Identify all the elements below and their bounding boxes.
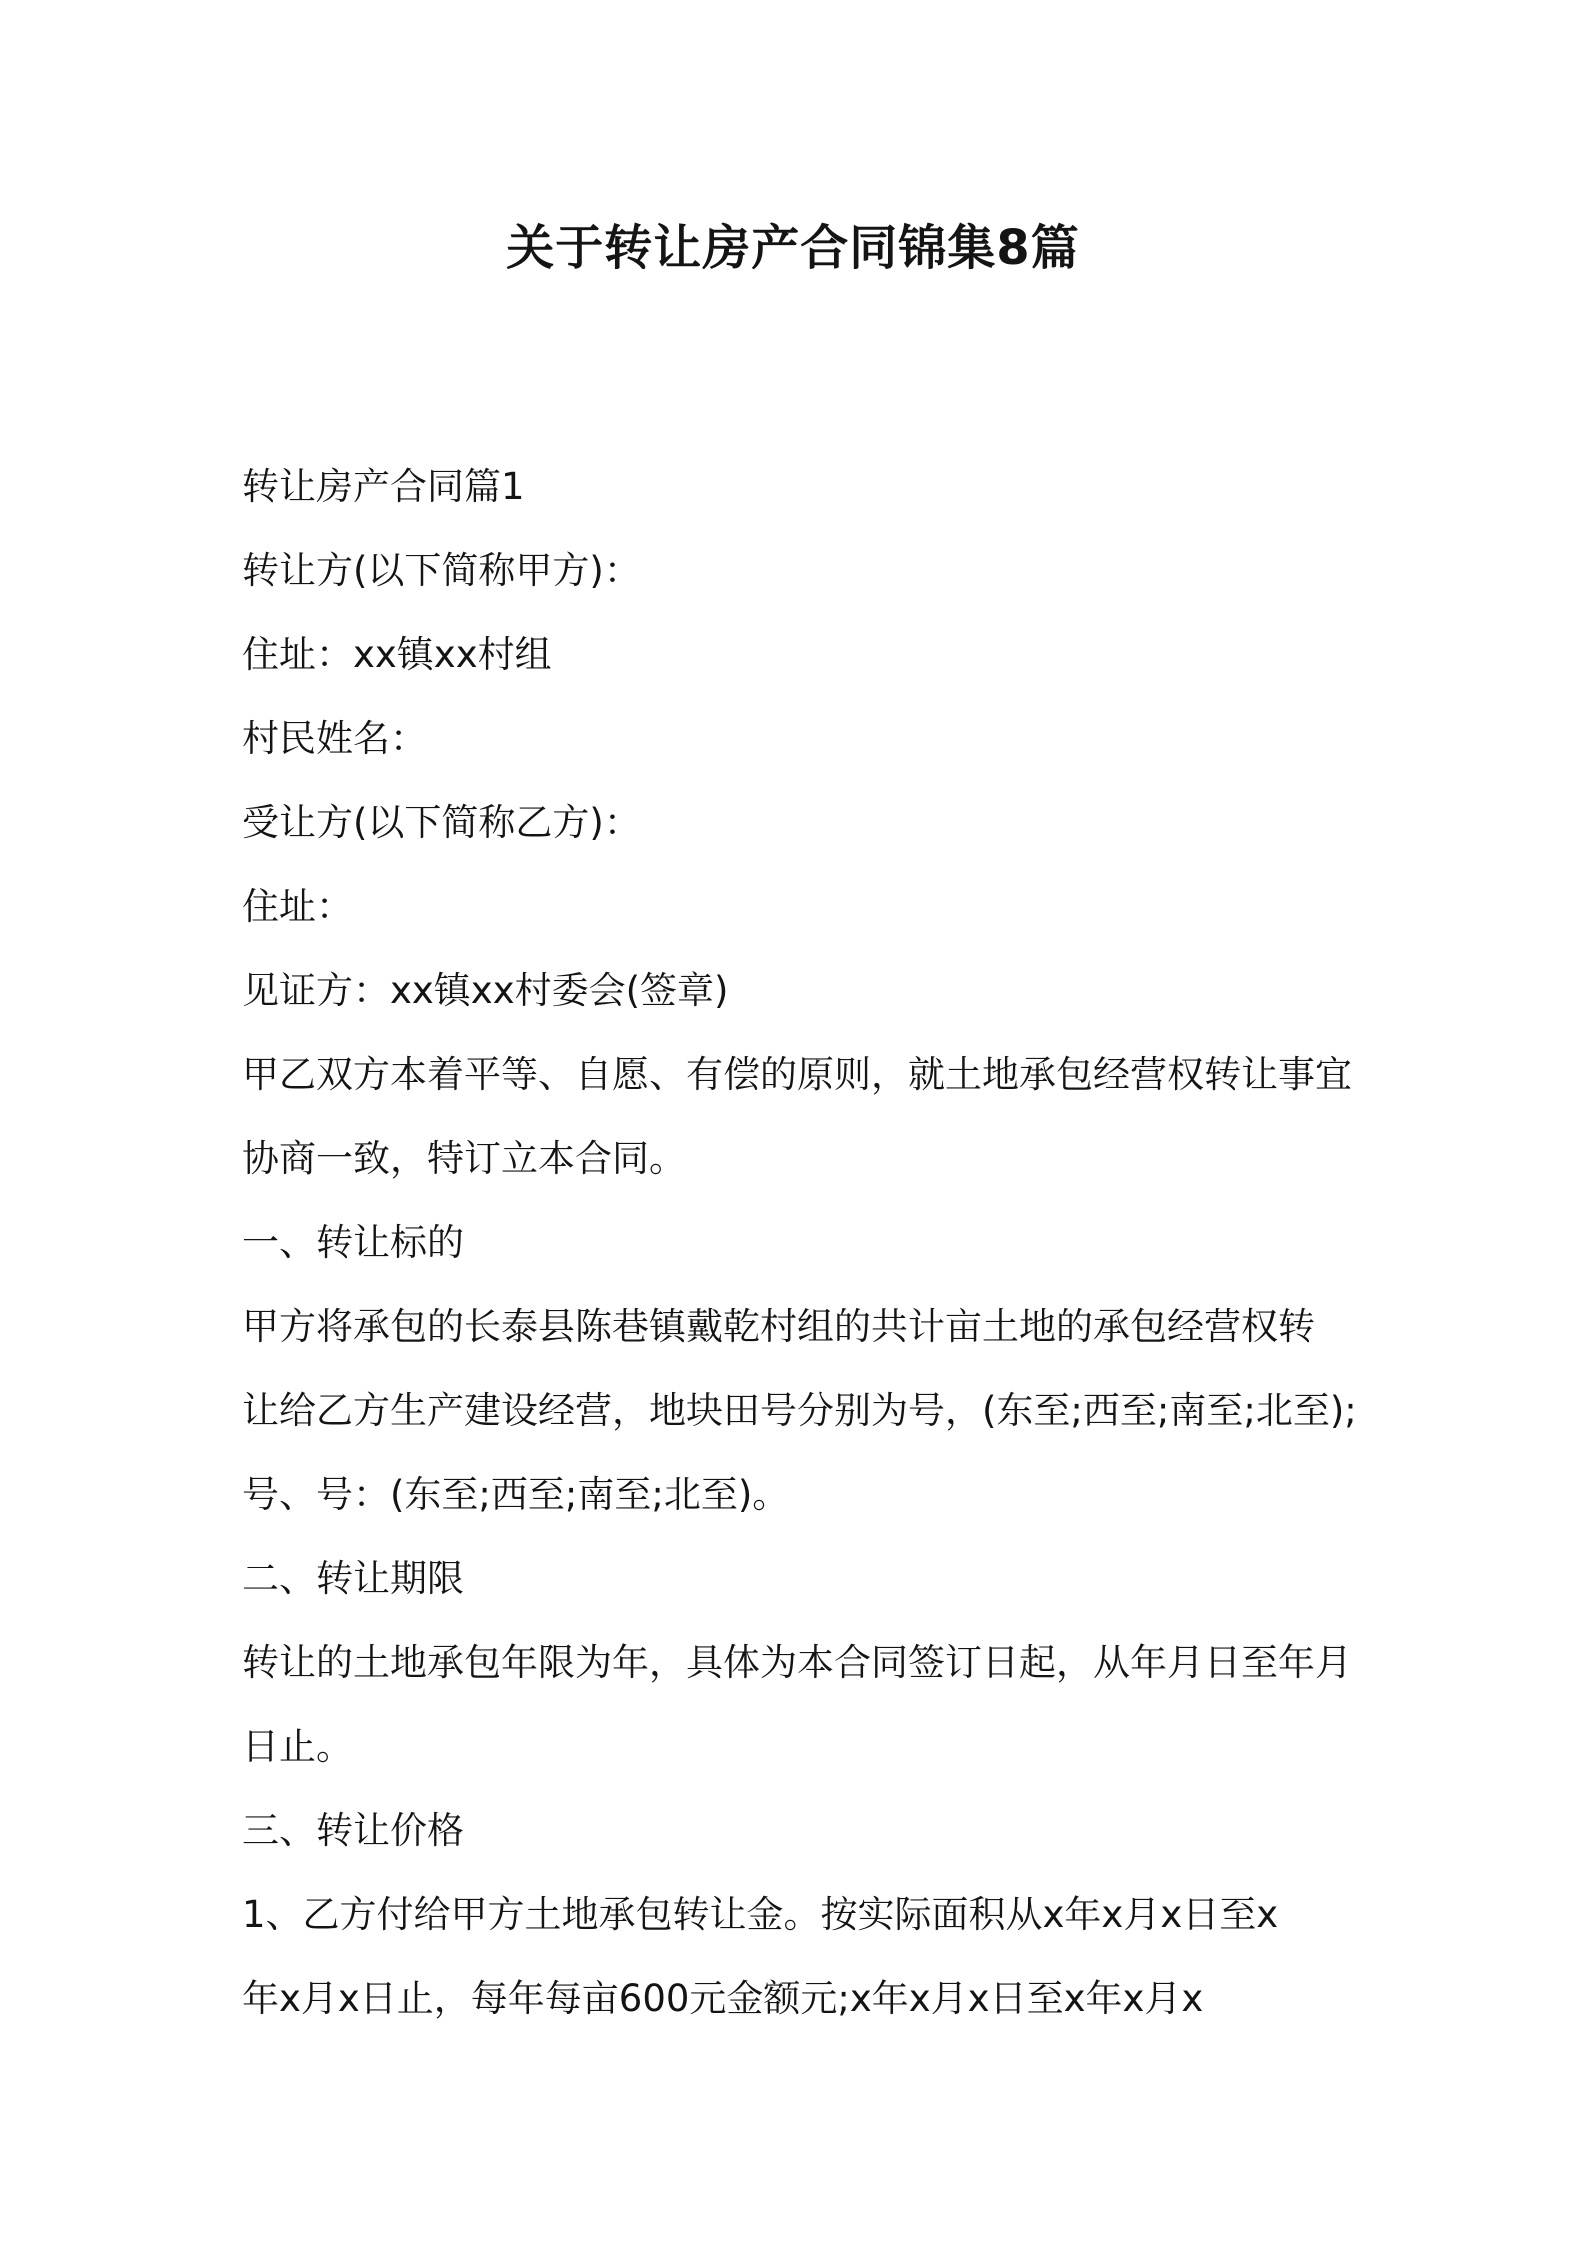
transferee-address-line: 住址：: [242, 885, 353, 928]
clause-text-line: 号、号：(东至;西至;南至;北至)。: [242, 1473, 790, 1516]
clause-heading: 一、转让标的: [242, 1221, 464, 1264]
transferor-line: 转让方(以下简称甲方)：: [242, 549, 641, 592]
transferee-line: 受让方(以下简称乙方)：: [242, 801, 641, 844]
clause-text-line: 年x月x日止，每年每亩600元金额元;x年x月x日至x年x月x: [242, 1977, 1204, 2020]
clause-text-line: 转让的土地承包年限为年，具体为本合同签订日起，从年月日至年月: [242, 1641, 1352, 1684]
clause-text-line: 日止。: [242, 1725, 353, 1768]
clause-heading: 三、转让价格: [242, 1809, 464, 1852]
clause-text-line: 让给乙方生产建设经营，地块田号分别为号，(东至;西至;南至;北至);: [242, 1389, 1357, 1432]
preamble-line: 甲乙双方本着平等、自愿、有偿的原则，就土地承包经营权转让事宜: [242, 1053, 1352, 1096]
clause-heading: 二、转让期限: [242, 1557, 464, 1600]
section-heading: 转让房产合同篇1: [242, 465, 525, 508]
villager-name-line: 村民姓名：: [242, 717, 427, 760]
transferor-address-line: 住址：xx镇xx村组: [242, 633, 552, 676]
document-body: [242, 445, 1362, 2041]
document-title: 关于转让房产合同锦集8篇: [506, 220, 1080, 276]
clause-text-line: 甲方将承包的长泰县陈巷镇戴乾村组的共计亩土地的承包经营权转: [242, 1305, 1315, 1348]
witness-line: 见证方：xx镇xx村委会(签章): [242, 969, 729, 1012]
clause-text-line: 1、乙方付给甲方土地承包转让金。按实际面积从x年x月x日至x: [242, 1893, 1279, 1936]
preamble-line: 协商一致，特订立本合同。: [242, 1137, 686, 1180]
